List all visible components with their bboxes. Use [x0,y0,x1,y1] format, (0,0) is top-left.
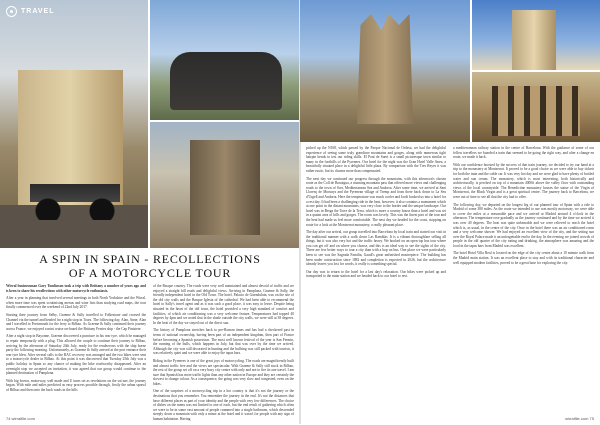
paragraph: Riding in the Pyrenees is one of the great joys of motorcycling. The roads are magnificently built and almost traffic free and the views are spectacular. With Graeme & Sally still stuck in Bilbao, the rest of the group set off on a very busy city centre with only and not to fire its one travel. I am sure that Spanish has more traffic lights than any other nation in Europe and they are certainly the slowest to change colour. As a consequence, the going was very slow and congested, even on the bikes. [153,358,294,386]
right-column-1 [306,146,446,282]
headline-line-2: OF A MOTORCYCLE TOUR [68,266,232,280]
left-page-footer: 74 wirralfile.com [6,416,35,421]
photo-tower [472,0,600,70]
photo-motorcycle-street [0,0,148,248]
section-label: TRAVEL [21,8,55,15]
photo-cathedral-square [150,122,300,248]
paragraph: The hotel Hotel Villa Real is located on the edge of the city centre about a 10 minute walk from the Madrid main station. It was an excellent place to stay and with its traditional character and well equipped modern facilities, proved to be a great base for exploring the city. [453,251,594,265]
paragraph: The day after our arrival, our group travelled into Barcelona by local train and started our visit in the traditional manner with a walk down Las Ramblas. It is a vibrant thoroughfare selling all things, but it was also very hot and the traffic heavy. We booked on an open top bus tour where you can get off and on where you choose, and this is an ideal way to see the sights of the city. There are few better ways to tour a city than with a hop on bus. One place we were particularly keen to see was the Sagrada Familia, Gaudi's great unfinished masterpiece. The building has been under construction since 1882 and completion is expected in 2026, but the architecture already leaves you lost for words, it really is something special. [306,230,446,267]
section-header [6,6,54,17]
paragraph: With big brown, motorway, well made and U turns set as revelations on the sat nav, the journey began. With mile and miles predicted as easy process possible through, firstly the urban sprawl of Bilbao and then onto the back roads in the hills [6,378,146,392]
headline-line-1: A SPIN IN SPAIN - RECOLLECTIONS [39,252,261,266]
paragraph: After a year in planning that involved several meetings in both North Yorkshire and the Wirral, when more time was spent scrutinising menus and wine lists than studying road maps, the tour finally commenced over the weekend of 22nd July 2017. [6,296,146,310]
paragraph: Our day was to return to the hotel for a last day's relaxation. Our bikes were picked up and transported to the main station and we headed back to our hotel to rest. [306,269,446,279]
photo-group-riders [150,0,300,120]
left-column-2 [153,284,294,425]
paragraph: The history of Pamplona stretches back to pre-Roman times and has had a checkered past in terms of national ownership, having been part of an independent kingdom, then part of France before becoming a Spanish possession. The most well known festival of the year is San Fermin, the running of the bulls, which happens in July, but that was over by the time we arrived. Although the city was still decorated in bunting and the bullring was still packed with tourists, it was relatively quiet and we were able to enjoy the tapas bars. [153,328,294,356]
paragraph: a mediterranean railway station in the centre of Barcelona. With the guidance of some of our fellow travellers we boarded a train that seemed to be going the right way, and after a change en route, we made it back. [453,146,594,160]
right-column-2 [453,146,594,268]
paragraph: After a night stop in Bayonne, Graeme discovered a puncture in his rear tyre, which he managed to repair temporarily with a plug. This allowed the couple to continue their journey to Bilbao, arriving by the afternoon of Saturday 24th July, ready for the rendezvous with the ship borne party the following morning. Unfortunately, as Graeme & Sally arrived at the port entrance their rear tyre blew. After several calls to the RAC recovery was arranged and the two bikes were sent to a motorcycle dealer in Bilbao. At this point it was discovered that Tuesday 25th July was a public holiday in Spain so any chance of making the bike roadworthy disappeared. After an overnight stop we accepted an invitation, it was agreed that our group would continue to the planned destination of Pamplona. [6,334,146,376]
photo-sagrada-familia [300,0,470,142]
right-page [300,0,600,424]
paragraph: The following day, we departed on the longest leg of our planned tour of Spain with a ride to Madrid of some 380 miles. As the route we intended to use was mostly motorway, we were able to cover the miles at a reasonable pace and we arrived at Madrid around 4 o'clock in the afternoon. The temperature rose gradually as the journey continued and by the time we arrived it was over 40 degrees. The heat was quite unbearable and we were relieved to reach the hotel which is, as usual, in the centre of the city. Once in the hotel there was an air conditioned room and a very welcome shower. We had enjoyed an excellent view of the city, and the setting sun over the Royal Palace made it an unforgettable end to the day. In the evening we joined crowds of people in the old quarter of the city eating and drinking, the atmosphere was amazing and the food in the tapas bars from Madrid was excellent. [453,202,594,248]
paragraph: One of the surprises of a motorcycling trip in a hot country is that it's not the journey or the destinations that you remember. You remember the journey in the end. It's not the distances that have different places as part of your identity and the people with very few differences. The choice of dishes on the menu was not limited to one of each, but the end result of gathering which often we were to be in some vast amount of people crammed into a single bathroom, which descended steeply down a mountain with only a minor at the hotel and it wasn't for people with any sign of human habitation. Having [153,389,294,422]
paragraph: Starting their journey from Selby, Graeme & Sally travelled to Folkestone and crossed the Channel via the tunnel and headed for a night stop in Tours. The following day, Alan, Anne, Alan and I travelled to Portsmouth for the ferry to Bilbao. As Graeme & Sally continued their journey across France, we enjoyed a mini cruise on-board the Brittany Ferries ship - the Cap Finistere. [6,312,146,331]
article-lede: Wirral businessman Gary Tomlinson took a trip with Brittany a number of years ago and is keen to share his recollections with other motorcycle enthusiasts. [6,284,146,293]
compass-icon [6,6,17,17]
paragraph: of the Basque country. The roads were very well maintained and almost devoid of traffic and we enjoyed a straight hill roads and delightful views. Arriving in Pamplona, Graeme & Sally, the friendly independent hotel in the Old Town. The hotel, Palacio de Guendulain, was on the site of the old city walls and the Basque Iglesia of the cathedral. We had been able to recommend the hotel to Sally's travel agent and as it was such a good place, it was easy to leave. Despite being situated in the heart of the old town, the hotel provided a very high standard of comfort and facilities, of which air conditioning was a very welcome feature. Temperatures had topped 40 degrees by 4pm and we noted that in the shade outside the city walls, we were still at 38 degrees. In the heat of the day we stayed out of the direct sun. [153,284,294,325]
paragraph: The next day we continued our progress through the mountains, with this afternoon's chosen route as the Coll de Bonaigua, a stunning mountain pass that offered more views and challenging roads to the town of Sort, Mediterranean Sea and Andorra. After some time, we arrived at Sant Llorenç de Morunys and the Pyrenean village of Tremp and from there back down to La Seu d'Urgell and Andorra. Here the temperature was much cooler and Jordi booked us into a hotel for a rest day. It had been a challenging ride in the heat, however, it also contains a monument which at one point in the distant mountains, was very close to the border and the unique landscape. Our hotel was in Berga the Torre de la Terra, which is more a country house than a hotel and was set in a quaint area of hills and gorges. The room was lovely. This was the finest part of the tour and the heat had made us feel more comfortable. The next day we headed for the coast, stopping on route for a look at the Montserrat monastery, a really pleasant place. [306,176,446,227]
photo-arcade [472,72,600,142]
left-column-1 [6,284,146,395]
paragraph: picked up the N168, which passed by the Parque Nacional de Ordesa, we had the delightful experience of seeing some truly grandiose mountains and gorges, along with numerous tight hairpin bends to test our riding skills. El Pont de Suert is a small picturesque town similar to many in the foothills of the Pyrenees. Our hotel for the night was the Gran Hotel Valle Aneu, a beautifully situated place in a delightful little plaza. By comparison with the Tres Reyes it was rather rustic, but its charms more than compensated. [306,146,446,173]
left-page [0,0,300,424]
article-headline [0,252,300,280]
paragraph: With our confidence boosted by the success of that train journey, we decided to try our hand at a trip to the monastery at Montserrat. It proved to be a good choice as we were able to buy tickets for both the train and the cable car. It was very hot day and we were glad to have plenty of bottled water and sun cream. The monastery, which is most interesting, both historically and architecturally, is perched on top of a mountain 4000ft above the valley floor with outstanding views of the local countryside. The Benedictine monastery houses the statue of the Virgin of Montserrat, the Black Virgin and is a great spiritual centre. The journey back to Barcelona, we were out of time to see all that the city had to offer. [453,162,594,199]
right-page-footer: wirralfile.com 75 [565,416,594,421]
